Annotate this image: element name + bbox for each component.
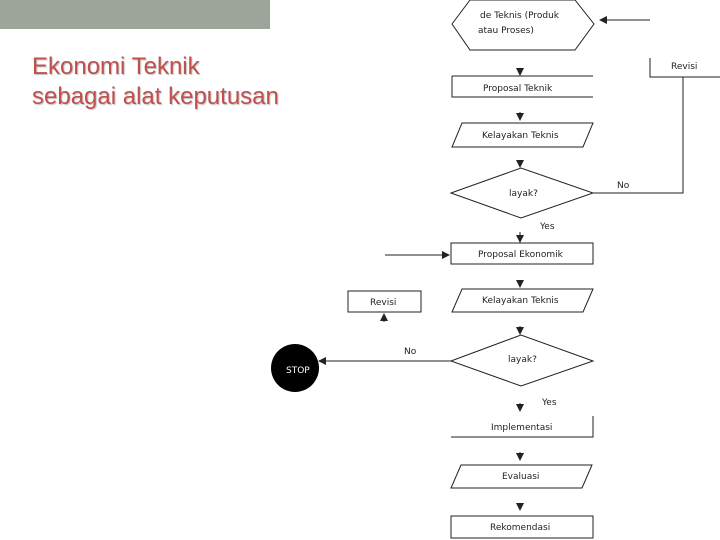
connector-no-1-to-revisi xyxy=(593,77,683,193)
kelayakan-teknis-2-label: Kelayakan Teknis xyxy=(482,296,559,306)
proposal-ekonomik-box xyxy=(451,243,593,264)
revisi-right-label: Revisi xyxy=(671,62,698,72)
decision-1-label: layak? xyxy=(509,189,538,199)
decision-1-diamond xyxy=(451,168,593,218)
yes-2-label: Yes xyxy=(542,398,557,408)
start-label-line-1: de Teknis (Produk xyxy=(480,11,560,21)
revisi-right-box xyxy=(650,58,720,77)
proposal-teknik-box xyxy=(452,76,593,97)
proposal-ekonomik-label: Proposal Ekonomik xyxy=(478,250,563,260)
evaluasi-label: Evaluasi xyxy=(502,472,540,482)
no-2-label: No xyxy=(404,347,417,357)
start-hexagon xyxy=(452,0,594,50)
revisi-left-box xyxy=(348,291,421,312)
implementasi-box xyxy=(451,416,593,437)
proposal-teknik-label: Proposal Teknik xyxy=(483,84,553,94)
decision-2-label: layak? xyxy=(508,355,537,365)
revisi-left-label: Revisi xyxy=(370,298,397,308)
evaluasi-parallelogram xyxy=(451,465,592,488)
decision-2-diamond xyxy=(451,335,593,386)
stop-terminal xyxy=(271,344,319,392)
yes-1-label: Yes xyxy=(540,222,555,232)
kelayakan-teknis-1-label: Kelayakan Teknis xyxy=(482,131,559,141)
slide-title-line-2: sebagai alat keputusan xyxy=(32,83,279,110)
kelayakan-teknis-1-parallelogram xyxy=(452,123,593,147)
no-1-label: No xyxy=(617,181,630,191)
start-label-line-2: atau Proses) xyxy=(478,26,534,36)
rekomendasi-label: Rekomendasi xyxy=(490,523,551,533)
implementasi-label: Implementasi xyxy=(491,423,553,433)
slide-title-line-1: Ekonomi Teknik xyxy=(32,53,200,80)
kelayakan-teknis-2-parallelogram xyxy=(452,289,593,312)
stop-label: STOP xyxy=(286,366,310,376)
rekomendasi-box xyxy=(451,516,593,538)
